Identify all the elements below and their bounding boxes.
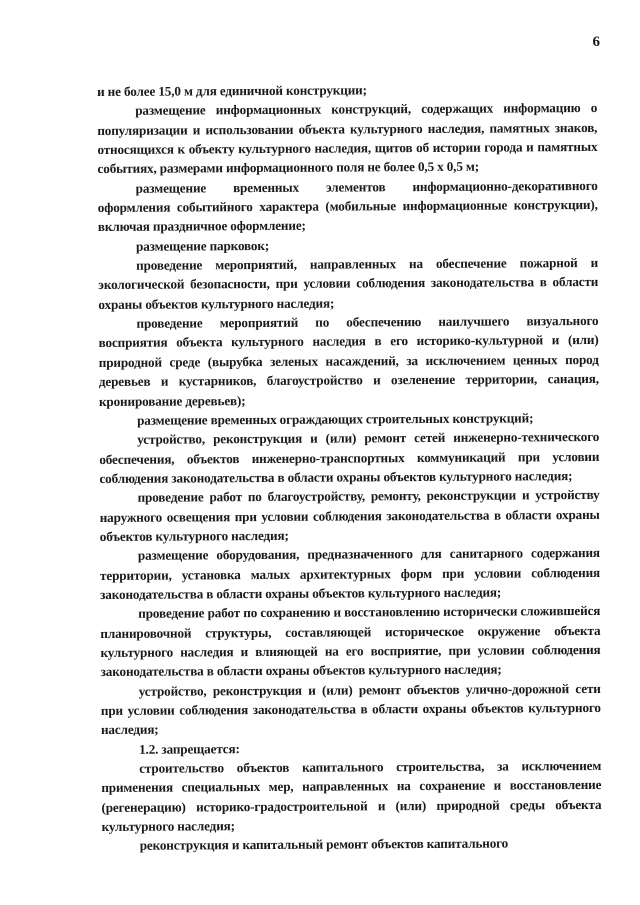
paragraph-road-network: устройство, реконструкция и (или) ремонт объектов улично-дорожной сети при условии соблюдения законодательства в области охраны объектов культурного наследия; xyxy=(100,680,601,738)
paragraph-info-constructions: размещение информационных конструкций, содержащих информацию о популяризации и использовании объекта культурного наследия, памятных знаков, относящихся к объекту культурного наследия, щитов об истории города и памятных событиях, размерами информационного поля не более 0,5 х 0,5 м; xyxy=(97,100,598,177)
paragraph-planning-structure: проведение работ по сохранению и восстановлению исторически сложившейся планировочной структуры, составляющей историческое окружение объекта культурного наследия и влияющей на его восприятие, при условии соблюдения законодательства в области охраны объектов культурного наследия; xyxy=(100,603,601,680)
page-number: 6 xyxy=(592,34,600,50)
section-heading-prohibited: 1.2. запрещается: xyxy=(139,740,240,757)
paragraph-continuation: и не более 15,0 м для единичной конструкции; xyxy=(97,82,367,99)
paragraph-parking: размещение парковок; xyxy=(135,237,270,254)
paragraph-capital-construction: строительство объектов капитального строительства, за исключением применения специальных мер, направленных на сохранение и восстановление (регенерацию) историко-градостроительной и (или) природной среды объекта культурного наследия; xyxy=(101,757,602,835)
paragraph-landscaping-lighting: проведение работ по благоустройству, ремонту, реконструкции и устройству наружного освещения при условии соблюдения законодательства в области охраны объектов культурного наследия; xyxy=(99,487,600,544)
paragraph-reconstruction: реконструкция и капитальный ремонт объектов капитального xyxy=(139,835,509,854)
document-body xyxy=(97,79,602,856)
paragraph-temporary-fencing: размещение временных ограждающих строительных конструкций; xyxy=(137,410,534,428)
paragraph-engineering-networks: устройство, реконструкция и (или) ремонт сетей инженерно-технического обеспечения, объектов инженерно-транспортных коммуникаций при условии соблюдения законодательства в области охраны объектов культурного наследия; xyxy=(99,429,600,486)
paragraph-temporary-decor: размещение временных элементов информационно-декоративного оформления событийного характера (мобильные информационные конструкции), включая праздничное оформление; xyxy=(97,177,598,235)
paragraph-visual-perception: проведение мероприятий по обеспечению наилучшего визуального восприятия объекта культурного наследия в его историко-культурной и (или) природной среде (вырубка зеленых насаждений, за исключением ценных пород деревьев и кустарников, благоустройство и озеленение территории, санация, кронирование деревьев); xyxy=(98,313,599,409)
paragraph-sanitary-equipment: размещение оборудования, предназначенного для санитарного содержания территории, установка малых архитектурных форм при условии соблюдения законодательства в области охраны объектов культурного наследия; xyxy=(99,545,601,602)
paragraph-fire-safety: проведение мероприятий, направленных на обеспечение пожарной и экологической безопасности, при условии соблюдения законодательства в области охраны объектов культурного наследия; xyxy=(98,255,599,312)
